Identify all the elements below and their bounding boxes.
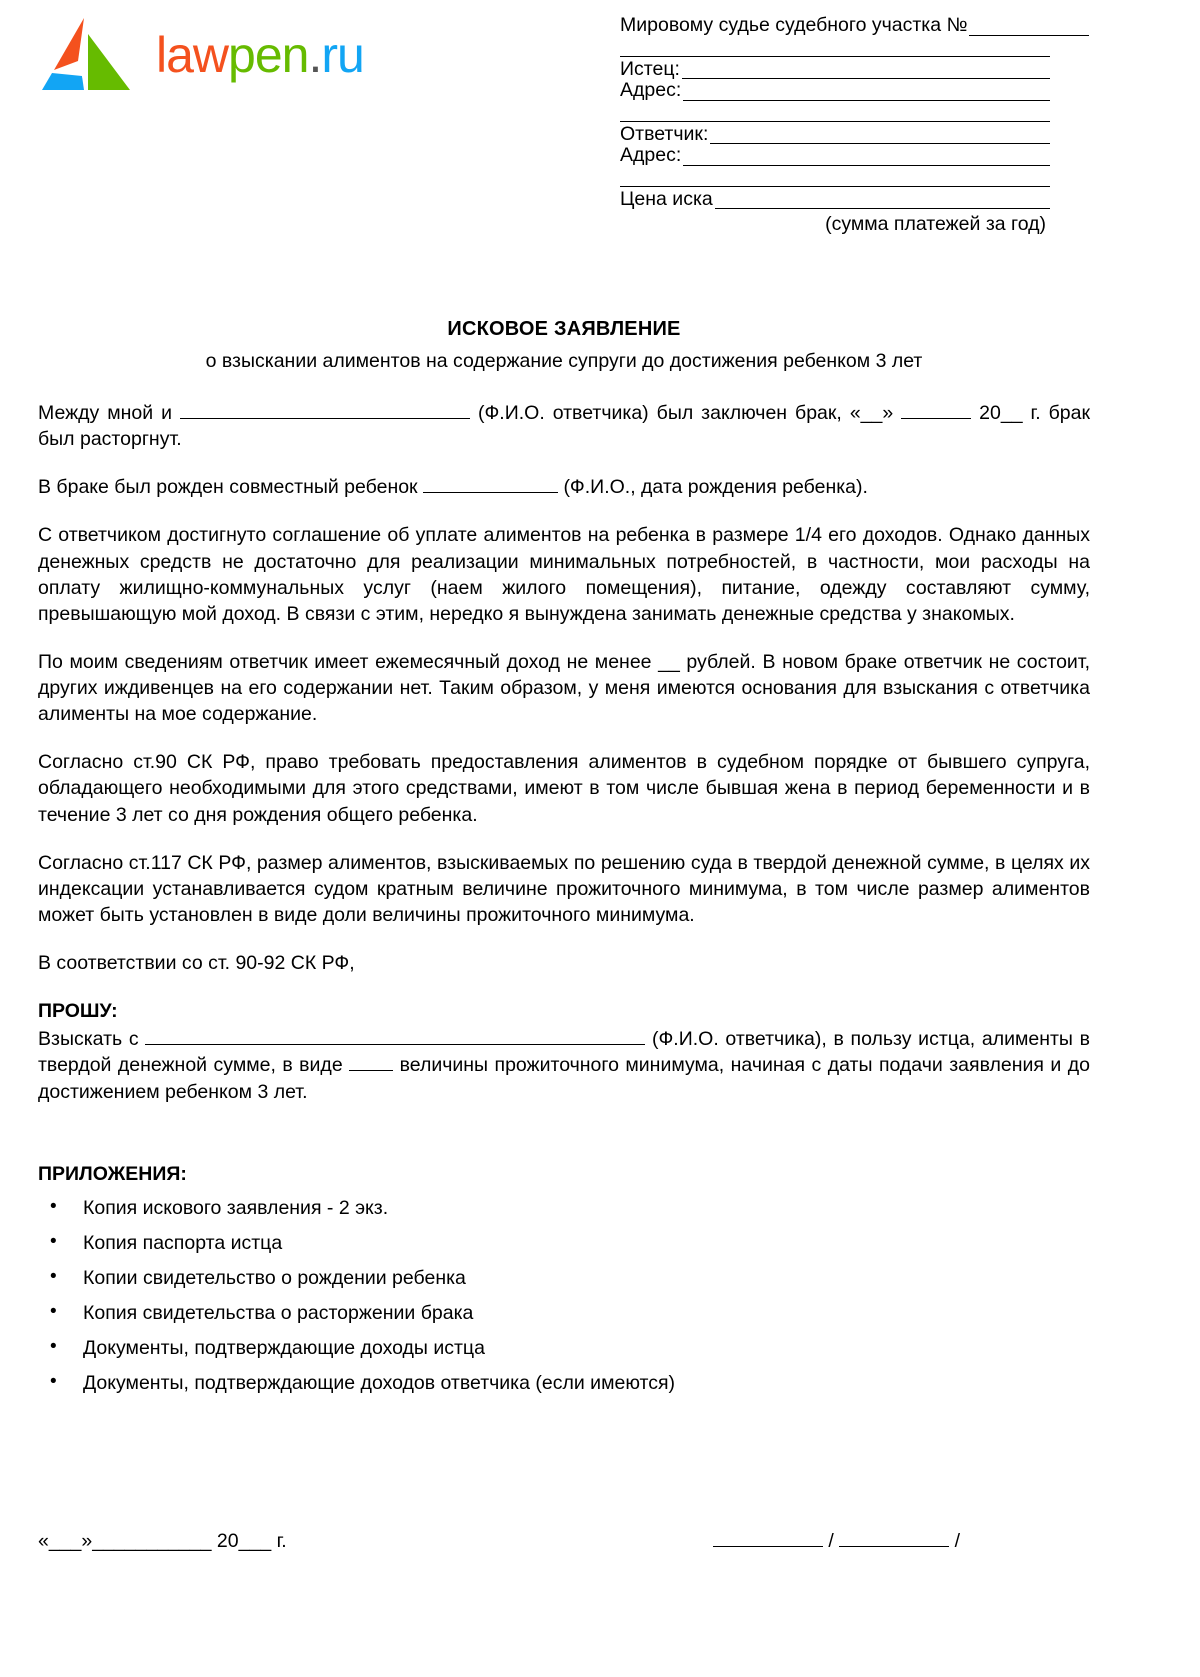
defendant-label: Ответчик: (620, 122, 709, 145)
signature-separator: / (828, 1530, 834, 1552)
p2-text-a: В браке был рожден совместный ребенок (38, 476, 418, 499)
request-defendant-blank[interactable] (145, 1029, 645, 1045)
logo-text-ru: ru (321, 27, 364, 83)
list-item: • Документы, подтверждающие доходов ответчика (если имеются) (38, 1370, 1090, 1396)
document-footer (38, 1530, 1090, 1553)
list-item: • Копия паспорта истца (38, 1230, 1090, 1256)
footer-date-line[interactable]: «___»___________ 20___ г. (38, 1530, 287, 1552)
signature-name-blank[interactable] (839, 1531, 949, 1547)
paragraph-marriage (38, 400, 1090, 452)
paragraph-request (38, 1026, 1090, 1104)
defendant-address-label: Адрес: (620, 144, 682, 166)
court-continuation-blank[interactable] (620, 38, 1050, 57)
list-item: • Копия искового заявления - 2 экз. (38, 1195, 1090, 1221)
logo-text-dot: . (308, 27, 322, 83)
marriage-month-blank[interactable] (901, 403, 971, 419)
defendant-address-continuation-blank[interactable] (620, 168, 1050, 187)
p1-text-a: Между мной и (38, 402, 173, 424)
paragraph-defendant-income: По моим сведениям ответчик имеет ежемесячный доход не менее __ рублей. В новом браке ответчик не состоит, других иждивенцев на его содержании нет. Таким образом, у меня имеются основания для взыскания с ответчика алименты на мое содержание. (38, 650, 1090, 726)
list-item: • Документы, подтверждающие доходы истца (38, 1335, 1090, 1361)
p2-text-b: (Ф.И.О., дата рождения ребенка). (563, 476, 868, 499)
document-subtitle: о взыскании алиментов на содержание супруги до достижения ребенком 3 лет (205, 350, 923, 372)
logo-text-pen: pen (228, 27, 309, 83)
defendant-address-blank[interactable] (683, 148, 1050, 166)
site-logo (38, 14, 364, 96)
attachments-title: ПРИЛОЖЕНИЯ: (38, 1162, 187, 1185)
defendant-name-blank[interactable] (180, 403, 470, 419)
court-label: Мировому судье судебного участка № (620, 14, 968, 36)
request-text-b: (Ф.И.О. ответчика), в пользу истца, алименты в твердой денежной сумме, в виде (38, 1028, 1090, 1077)
logo-wordmark (156, 27, 364, 83)
plaintiff-label: Истец: (620, 57, 680, 80)
defendant-address-line (620, 146, 1050, 166)
request-heading: ПРОШУ: (38, 1000, 118, 1023)
plaintiff-address-continuation-blank[interactable] (620, 103, 1050, 122)
claim-price-line (620, 187, 1050, 210)
paragraph-child (38, 474, 1090, 500)
plaintiff-address-line (620, 81, 1050, 101)
signature-blank[interactable] (713, 1531, 823, 1547)
plaintiff-address-label: Адрес: (620, 79, 682, 101)
list-item: • Копия свидетельства о расторжении брака (38, 1300, 1090, 1326)
plaintiff-address-blank[interactable] (683, 83, 1050, 101)
plaintiff-line (620, 57, 1050, 80)
court-line (620, 16, 1050, 36)
claim-price-blank[interactable] (715, 191, 1050, 209)
request-text-a: Взыскать с (38, 1028, 139, 1051)
paragraph-agreement: С ответчиком достигнуто соглашение об уплате алиментов на ребенка в размере 1/4 его доходов. Однако данных денежных средств не достаточно для реализации минимальных потребностей, в частности, мои расходы на оплату жилищно-коммунальных услуг (наем жилого помещения), питание, одежду составляют сумму, превышающую мой доход. В связи с этим, нередко я вынуждена занимать денежные средства у знакомых. (38, 524, 1090, 625)
plaintiff-blank[interactable] (682, 61, 1050, 79)
request-share-blank[interactable] (349, 1055, 393, 1071)
p1-text-c: 20__ г. брак был расторгнут. (38, 402, 1091, 451)
defendant-line (620, 122, 1050, 145)
child-info-blank[interactable] (423, 477, 558, 493)
document-title: ИСКОВОЕ ЗАЯВЛЕНИЕ (447, 318, 681, 340)
signature-end-slash: / (954, 1530, 960, 1552)
footer-signature-line (713, 1530, 1090, 1553)
claim-price-label: Цена иска (620, 187, 713, 210)
paragraph-legal-basis: В соответствии со ст. 90-92 СК РФ, (38, 952, 355, 974)
claim-price-caption: (сумма платежей за год) (825, 213, 1046, 235)
lawpen-triangle-icon (38, 14, 146, 96)
paragraph-article-90: Согласно ст.90 СК РФ, право требовать предоставления алиментов в судебном порядке от бывшего супруга, обладающего необходимыми для этого средствами, имеют в том числе бывшая жена в период беременности и в течение 3 лет со дня рождения общего ребенка. (38, 751, 1090, 826)
document-body (38, 400, 1090, 1406)
paragraph-article-117: Согласно ст.117 СК РФ, размер алиментов, взыскиваемых по решению суда в твердой денежной сумме, в целях их индексации устанавливается судом кратным величине прожиточного минимума, в том числе размер алиментов может быть установлен в виде доли величины прожиточного минимума. (38, 851, 1090, 926)
list-item: • Копии свидетельство о рождении ребенка (38, 1265, 1090, 1291)
p1-text-b: (Ф.И.О. ответчика) был заключен брак, «__» (477, 402, 894, 424)
court-number-blank[interactable] (969, 18, 1089, 36)
header-address-block (620, 16, 1050, 235)
request-text-c: величины прожиточного минимума, начиная с даты подачи заявления и до достижением ребенком 3 лет. (38, 1054, 1090, 1103)
attachments-list (38, 1195, 1090, 1397)
defendant-blank[interactable] (710, 126, 1050, 144)
logo-text-law: law (156, 27, 229, 83)
